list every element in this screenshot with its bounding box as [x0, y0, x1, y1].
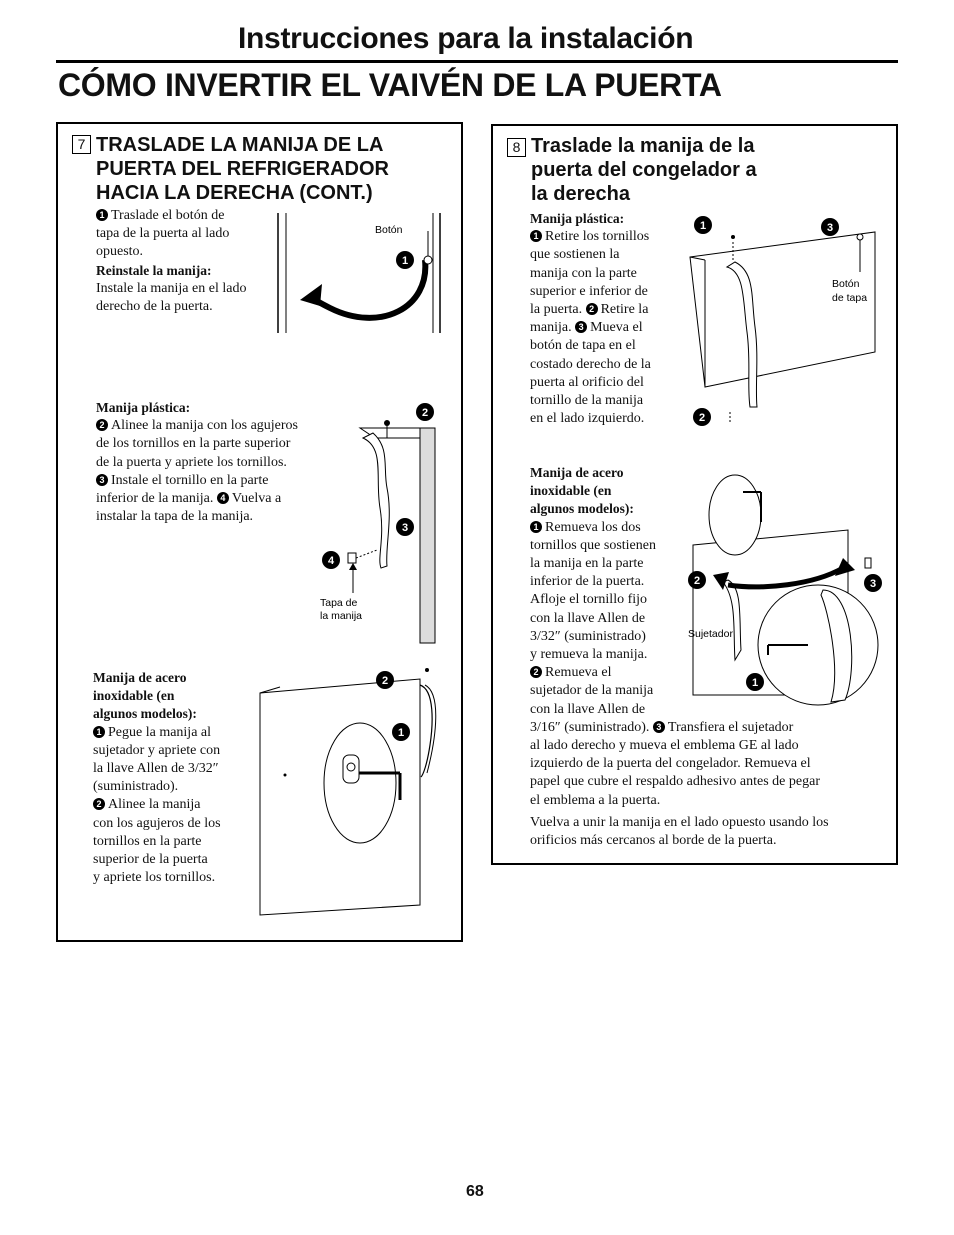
svg-text:2: 2	[698, 412, 706, 424]
step7-block2: Manija plástica: 2 Alinee la manija con los agujeros de los tornillos en la parte superior de la puerta y apriete los tornillos. 3 Instale el tornillo en la parte inferior de la manija. 4 Vuelva a instalar la tapa de la manija.	[96, 400, 298, 525]
svg-text:3: 3	[869, 578, 877, 590]
svg-text:4: 4	[327, 555, 335, 567]
freezer-plastic-illustration	[685, 212, 885, 437]
header-subtitle: CÓMO INVERTIR EL VAIVÉN DE LA PUERTA	[58, 67, 722, 103]
svg-text:Tapa de: Tapa de	[320, 597, 358, 609]
freezer-stainless-illustration	[683, 470, 888, 710]
door-arrow-illustration	[270, 208, 450, 338]
svg-text:2: 2	[693, 575, 701, 587]
svg-text:3: 3	[401, 522, 409, 534]
step7-block3: Manija de acero inoxidable (en algunos modelos): 1 Pegue la manija al sujetador y apriete con la llave Allen de 3/32″ (suministrado). 2 Alinee la manija con los agujeros de los tornillos en la parte superior de la puerta y apriete los tornillos.	[93, 670, 221, 886]
page-number: 68	[466, 1183, 484, 1200]
step8-title: Traslade la manija de la puerta del congelador a la derecha	[531, 135, 757, 205]
svg-text:la manija: la manija	[320, 610, 363, 622]
svg-text:1: 1	[397, 727, 405, 739]
svg-text:2: 2	[421, 407, 429, 419]
step8-number: 8	[507, 138, 526, 157]
step7-block1: 1 Traslade el botón de tapa de la puerta al lado opuesto. Reinstale la manija: Instale la manija en el lado derecho de la puerta.	[96, 208, 247, 315]
svg-text:1: 1	[699, 220, 707, 232]
num-marker: 1	[96, 209, 108, 221]
step8-plastic: Manija plástica: 1 Retire los tornillos que sostienen la manija con la parte superior e inferior de la puerta. 2 Retire la manija. 3 Mueva el botón de tapa en el costado derecho de la puerta al orificio del tornillo de la manija en el lado izquierdo.	[530, 211, 651, 427]
step8-steel: Manija de acero inoxidable (en algunos modelos): 1 Remueva los dos tornillos que sostienen la manija en la parte inferior de la puerta. Afloje el tornillo fijo con la llave Allen de 3/32″ (suministrado) y remueva la manija. 2 Remueva el sujetador de la manija con la llave Allen de 3/16″ (suministrado). 3 Transfiera el sujetador al lado derecho y mueva el emblema GE al lado izquierdo de la puerta del congelador. Remueva el papel que cubre el respaldo adhesivo antes de pegar el emblema a la puerta. Vuelva a unir la manija en el lado opuesto usando los orificios más cercanos al borde de la puerta.	[530, 465, 829, 849]
step7-number: 7	[72, 135, 91, 154]
svg-text:2: 2	[381, 675, 389, 687]
header-title: Instrucciones para la instalación	[238, 22, 694, 55]
stainless-handle-illustration	[255, 665, 445, 920]
header-rule	[56, 60, 898, 63]
reinstall-heading: Reinstale la manija:	[96, 262, 212, 278]
svg-text:3: 3	[826, 222, 834, 234]
svg-text:1: 1	[751, 677, 759, 689]
svg-text:Botón: Botón	[832, 278, 860, 290]
plastic-handle-illustration	[315, 398, 445, 648]
callout-1: 1	[401, 255, 409, 267]
svg-text:Sujetador: Sujetador	[688, 628, 733, 640]
boton-label: Botón	[375, 224, 403, 236]
svg-text:de tapa: de tapa	[832, 292, 868, 304]
step7-title: TRASLADE LA MANIJA DE LA PUERTA DEL REFRIGERADOR HACIA LA DERECHA (CONT.)	[96, 134, 389, 204]
